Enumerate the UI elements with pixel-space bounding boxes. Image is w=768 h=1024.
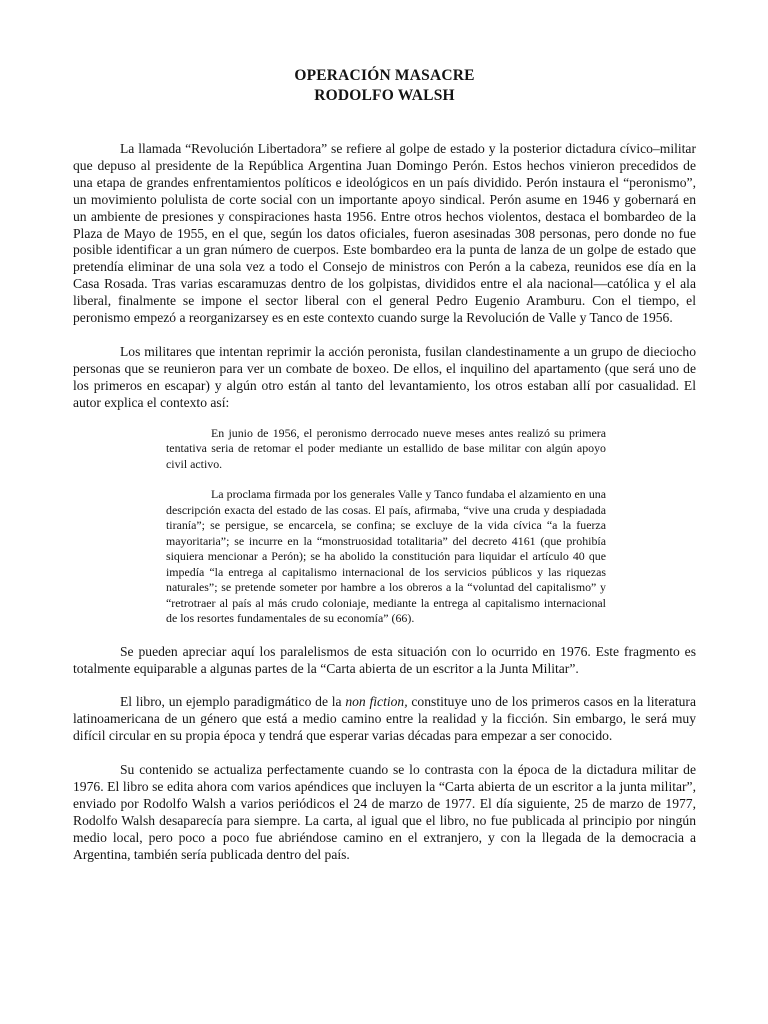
document-page — [73, 66, 696, 864]
paragraph-4-start: El libro, un ejemplo paradigmático de la — [120, 694, 346, 710]
quote-paragraph-2: La proclama firmada por los generales Valle y Tanco fundaba el alzamiento en una descripción exacta del estado de las cosas. El país, afirmaba, “vive una cruda y despiadada tiranía”; se persigue, se encarcela, se confina; se excluye de la vida cívica “a la fuerza mayoritaria”; se incurre en la “monstruosidad totalitaria” del decreto 4161 (que prohibía siquiera mencionar a Perón); se ha abolido la constitución para liquidar el artículo 40 que impedía “la entrega al capitalismo internacional de los servicios públicos y las riquezas naturales”; se pretende someter por hambre a los obreros a la “voluntad del capitalismo” y “retrotraer al país al más crudo coloniaje, mediante la entrega al capitalismo internacional de los resortes fundamentales de su economía” (66). — [166, 487, 606, 626]
title-line-2: RODOLFO WALSH — [314, 87, 455, 104]
paragraph-2: Los militares que intentan reprimir la acción peronista, fusilan clandestinamente a un grupo de dieciocho personas que se reunieron para ver un combate de boxeo. De ellos, el inquilino del apartamento (que será uno de los primeros en escapar) y algún otro están al tanto del levantamiento, los otros estaban allí por casualidad. El autor explica el contexto así: — [73, 343, 696, 410]
paragraph-3: Se pueden apreciar aquí los paralelismos de esta situación con lo ocurrido en 1976. Este fragmento es totalmente equiparable a algunas partes de la “Carta abierta de un escritor a la Junta Militar”. — [73, 643, 696, 676]
title-line-1: OPERACIÓN MASACRE — [294, 67, 475, 84]
paragraph-4 — [73, 694, 696, 745]
paragraph-1: La llamada “Revolución Libertadora” se refiere al golpe de estado y la posterior dictadura cívico–militar que depuso al presidente de la República Argentina Juan Domingo Perón. Estos hechos vinieron precedidos de una etapa de grandes enfrentamientos políticos e ideológicos en un país dividido. Perón instaura el “peronismo”, un movimiento polulista de corte social con un importante apoyo sindical. Perón asume en 1946 y gobernará en un ambiente de presiones y conspiraciones hasta 1956. Entre otros hechos violentos, destaca el bombardeo de la Plaza de Mayo de 1955, en el que, según los datos oficiales, fueron asesinadas 308 personas, pero donde no fue posible identificar a un gran número de cuerpos. Este bombardeo era la punta de lanza de un golpe de estado que pretendía eliminar de una sola vez a todo el Consejo de ministros con Perón a la cabeza, reunidos ese día en la Casa Rosada. Tras varias escaramuzas dentro de los golpistas, divididos entre el ala nacional—católica y el ala liberal, finalmente se impone el sector liberal con el general Pedro Eugenio Aramburu. Con el tiempo, el peronismo empezó a reorganizarsey es en este contexto cuando surge la Revolución de Valle y Tanco de 1956. — [73, 141, 696, 326]
paragraph-4-end: constituye uno de los primeros casos en la literatura latinoamericana de un género que está a medio camino entre la realidad y la ficción. Sin embargo, le será muy difícil circular en su propia época y tendrá que esperar varias décadas para empezar a ser conocido. — [73, 694, 696, 744]
quote-paragraph-1: En junio de 1956, el peronismo derrocado nueve meses antes realizó su primera tentativa seria de retomar el poder mediante un estallido de base militar con algún apoyo civil activo. — [166, 425, 606, 471]
paragraph-5: Su contenido se actualiza perfectamente cuando se lo contrasta con la época de la dictadura militar de 1976. El libro se edita ahora com varios apéndices que incluyen la “Carta abierta de un escritor a la junta militar”, enviado por Rodolfo Walsh a varios periódicos el 24 de marzo de 1977. El día siguiente, 25 de marzo de 1977, Rodolfo Walsh desaparecía para siempre. La carta, al igual que el libro, no fue publicada al principio por ningún medio local, pero poco a poco fue abriéndose camino en el extranjero, y con la llegada de la democracia a Argentina, también sería publicada dentro del país. — [73, 762, 696, 862]
non-fiction-emphasis: non fiction, — [345, 694, 408, 710]
document-title — [73, 66, 696, 106]
